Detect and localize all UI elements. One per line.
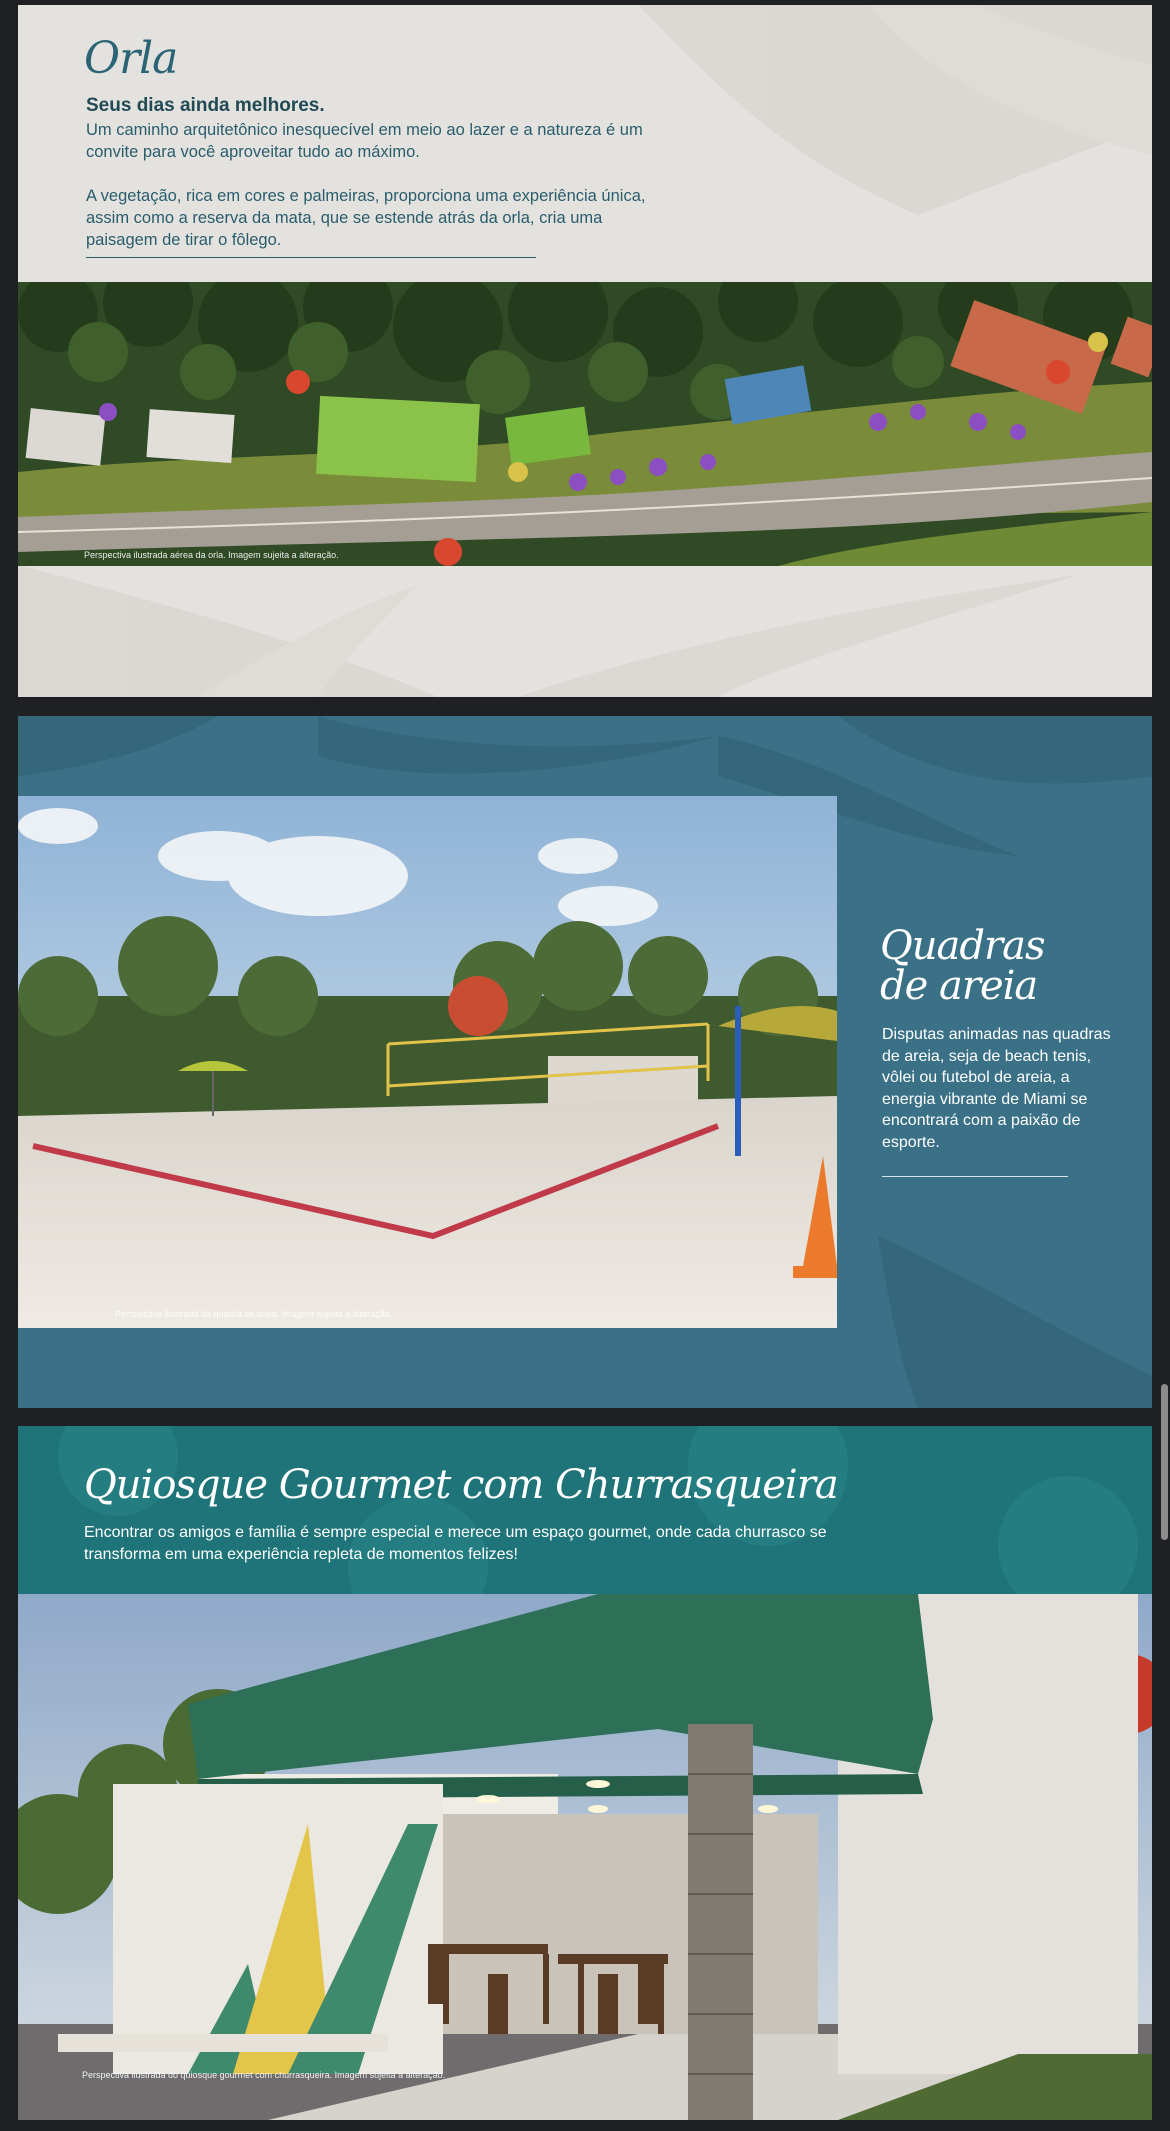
quiosque-header <box>18 1426 1152 1594</box>
orla-page <box>18 5 1152 697</box>
orla-title: Orla <box>84 33 178 84</box>
quiosque-image-caption: Perspectiva ilustrada do quiosque gourmet com churrasqueira. Imagem sujeita a alteração. <box>82 2070 446 2080</box>
glitter-texture <box>18 1426 1152 1594</box>
quadras-title-line-2: de areia <box>880 963 1038 1009</box>
orla-paragraph-1: Um caminho arquitetônico inesquecível em meio ao lazer e a natureza é um convite para você aproveitar tudo ao máximo. <box>86 121 643 161</box>
orla-subtitle: Seus dias ainda melhores. <box>86 95 325 116</box>
orla-paragraph-2: A vegetação, rica em cores e palmeiras, proporciona uma experiência única, assim como a reserva da mata, que se estende atrás da orla, cria uma paisagem de tirar o fôlego. <box>86 187 646 249</box>
quadras-title <box>880 923 1045 1009</box>
orla-aerial-image <box>18 282 1152 566</box>
quadras-body: Disputas animadas nas quadras de areia, seja de beach tenis, vôlei ou futebol de areia, a energia vibrante de Miami se encontrará com a paixão de esporte. <box>882 1026 1111 1151</box>
quiosque-page <box>18 1426 1152 2120</box>
quiosque-title: Quiosque Gourmet com Churrasqueira <box>84 1462 838 1508</box>
gourmet-kiosk-image <box>18 1594 1152 2120</box>
quadras-page <box>18 716 1152 1408</box>
quadras-divider <box>882 1176 1068 1177</box>
quiosque-body: Encontrar os amigos e família é sempre especial e merece um espaço gourmet, onde cada churrasco se transforma em uma experiência repleta de momentos felizes! <box>84 1524 827 1563</box>
orla-divider <box>86 257 536 258</box>
quadras-image-caption: Perspectiva ilustrada da quadra de areia. Imagem sujeita a alteração. <box>115 1309 393 1319</box>
orla-image-caption: Perspectiva ilustrada aérea da orla. Imagem sujeita a alteração. <box>84 550 339 560</box>
quadras-title-line-1: Quadras <box>880 923 1045 969</box>
beach-court-image <box>18 796 837 1328</box>
page-scrollbar[interactable] <box>1161 1384 1168 1540</box>
